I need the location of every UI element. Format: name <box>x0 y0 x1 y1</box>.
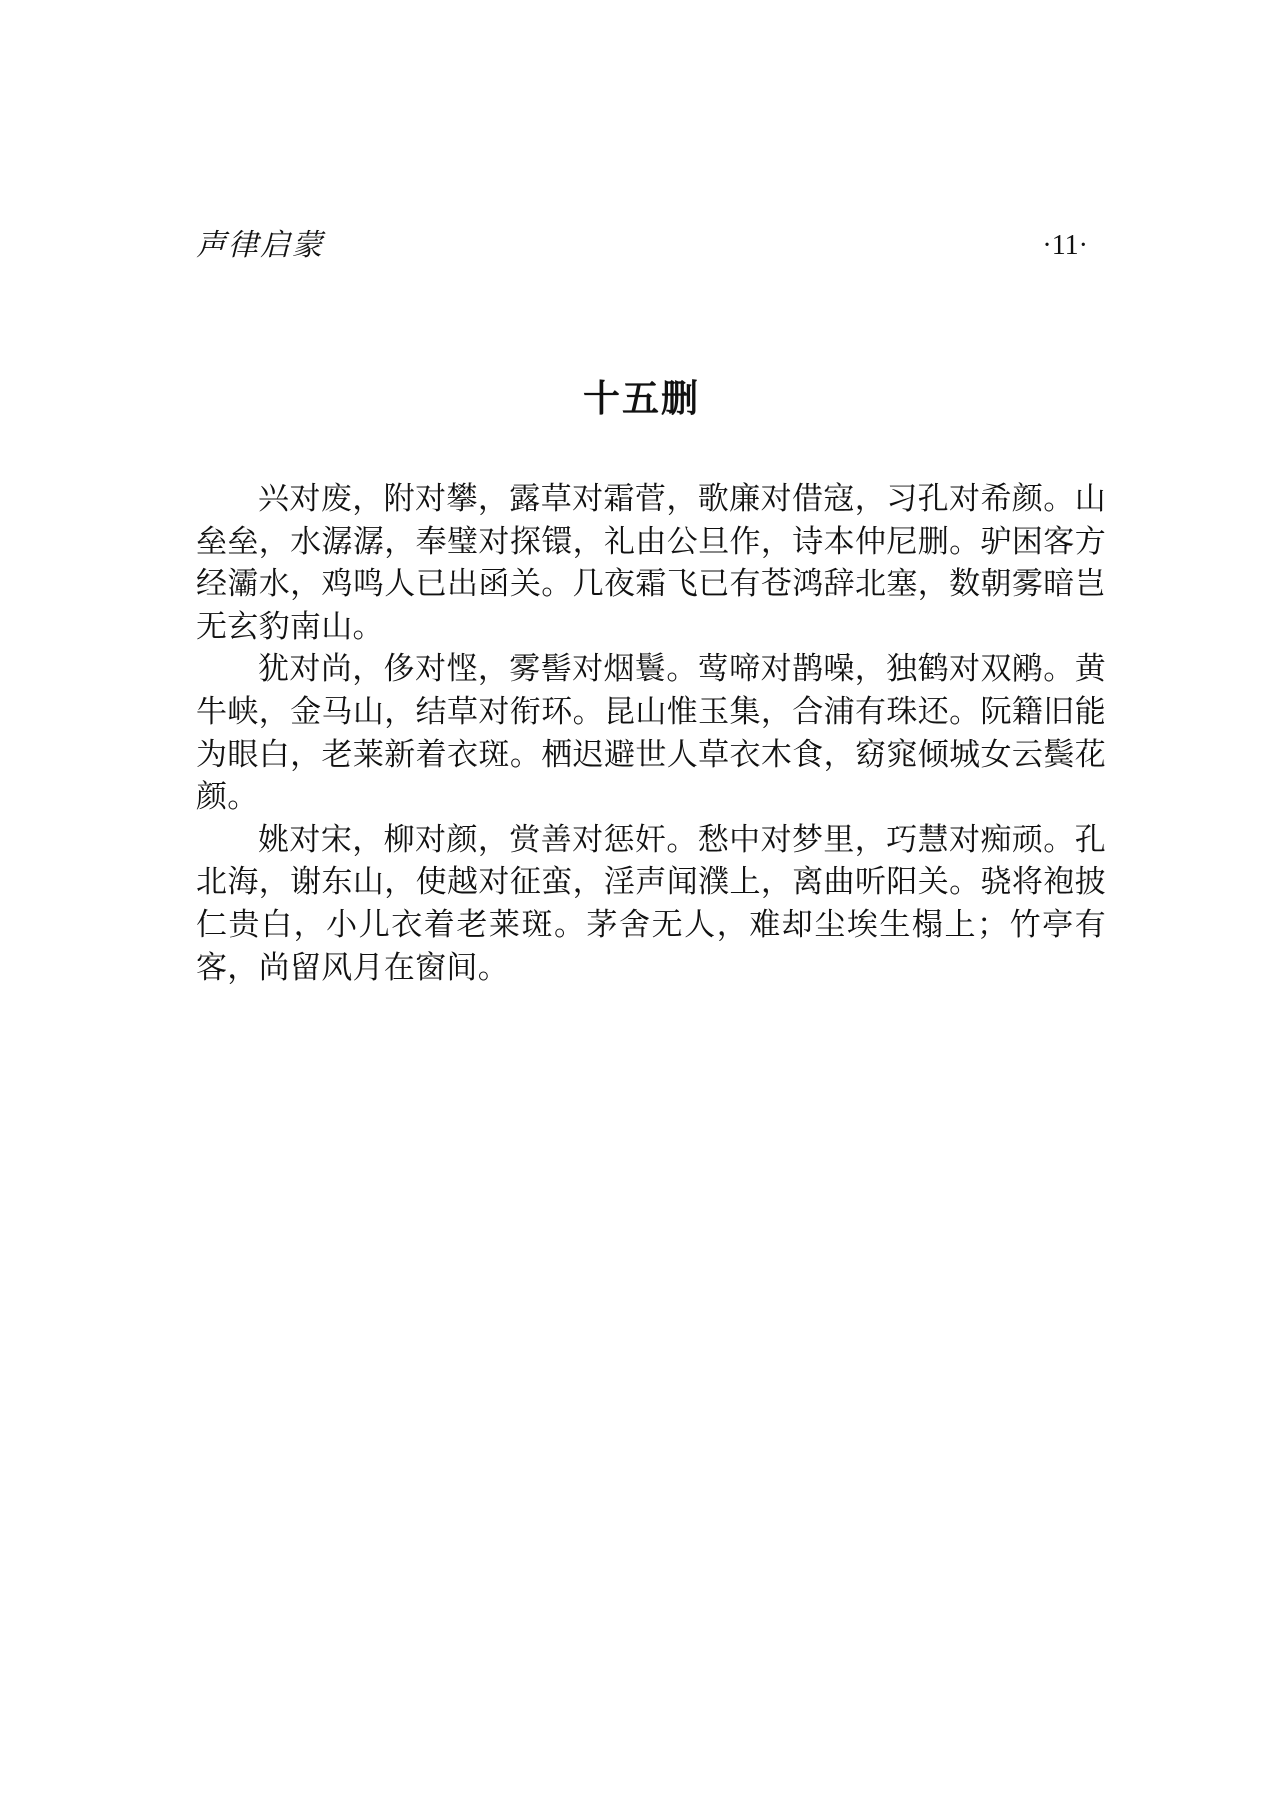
paragraph-1: 兴对废，附对攀，露草对霜菅，歌廉对借寇，习孔对希颜。山垒垒，水潺潺，奉璧对探镮，礼由公旦作，诗本仲尼删。驴困客方经灞水，鸡鸣人已出函关。几夜霜飞已有苍鸿辞北塞，数朝雾暗岂无玄豹南山。 <box>196 481 1106 645</box>
section-title: 十五删 <box>583 377 700 420</box>
body-text <box>196 478 1106 989</box>
book-title: 声律启蒙 <box>196 228 324 263</box>
page-header <box>196 226 1088 266</box>
paragraph-2: 犹对尚，侈对悭，雾髻对烟鬟。莺啼对鹊噪，独鹤对双鹇。黄牛峡，金马山，结草对衔环。昆山惟玉集，合浦有珠还。阮籍旧能为眼白，老莱新着衣斑。栖迟避世人草衣木食，窈窕倾城女云鬓花颜。 <box>196 651 1106 816</box>
page-number: ·11· <box>1042 230 1088 261</box>
paragraph-3: 姚对宋，柳对颜，赏善对惩奸。愁中对梦里，巧慧对痴顽。孔北海，谢东山，使越对征蛮，淫声闻濮上，离曲听阳关。骁将袍披仁贵白，小儿衣着老莱斑。茅舍无人，难却尘埃生榻上；竹亭有客，尚留风月在窗间。 <box>196 821 1106 986</box>
